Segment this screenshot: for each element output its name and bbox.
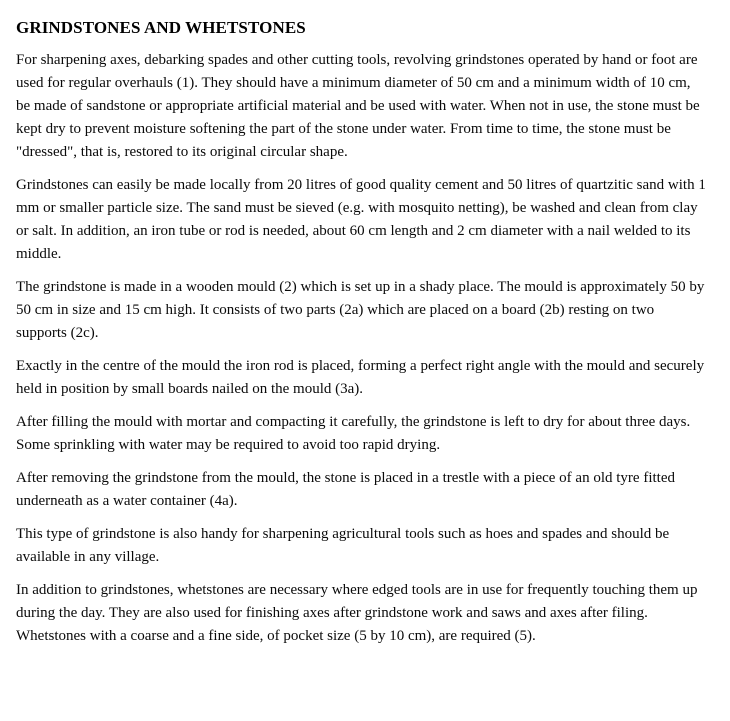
page-title: GRINDSTONES AND WHETSTONES	[16, 18, 306, 37]
paragraph-whetstones: In addition to grindstones, whetstones are necessary where edged tools are in use for frequently touching them up during the day. They are also used for finishing axes after grindstone work and saws and axes after filing. Whetstones with a coarse and a fine side, of pocket size (5 by 10 cm), are required (5).	[16, 582, 698, 644]
paragraph-sharpening-intro: For sharpening axes, debarking spades and other cutting tools, revolving grindstones operated by hand or foot are used for regular overhauls (1). They should have a minimum diameter of 50 cm and a minimum width of 10 cm, be made of sandstone or appropriate artificial material and be used with water. When not in use, the stone must be kept dry to prevent moisture softening the part of the stone under water. From time to time, the stone must be "dressed", that is, restored to its original circular shape.	[16, 52, 700, 160]
paragraph-trestle: After removing the grindstone from the mould, the stone is placed in a trestle with a piece of an old tyre fitted underneath as a water container (4a).	[16, 470, 675, 509]
paragraph-wooden-mould: The grindstone is made in a wooden mould (2) which is set up in a shady place. The mould is approximately 50 by 50 cm in size and 15 cm high. It consists of two parts (2a) which are placed on a board (2b) resting on two supports (2c).	[16, 279, 705, 341]
paragraph-agricultural-tools: This type of grindstone is also handy for sharpening agricultural tools such as hoes and spades and should be available in any village.	[16, 526, 670, 565]
paragraph-iron-rod: Exactly in the centre of the mould the iron rod is placed, forming a perfect right angle with the mould and securely held in position by small boards nailed on the mould (3a).	[16, 358, 705, 397]
paragraph-filling-mould: After filling the mould with mortar and compacting it carefully, the grindstone is left to dry for about three days. Some sprinkling with water may be required to avoid too rapid drying.	[16, 414, 691, 453]
paragraph-making-locally: Grindstones can easily be made locally from 20 litres of good quality cement and 50 litres of quartzitic sand with 1 mm or smaller particle size. The sand must be sieved (e.g. with mosquito netting), be washed and clean from clay or salt. In addition, an iron tube or rod is needed, about 60 cm length and 2 cm diameter with a nail welded to its middle.	[16, 177, 706, 262]
